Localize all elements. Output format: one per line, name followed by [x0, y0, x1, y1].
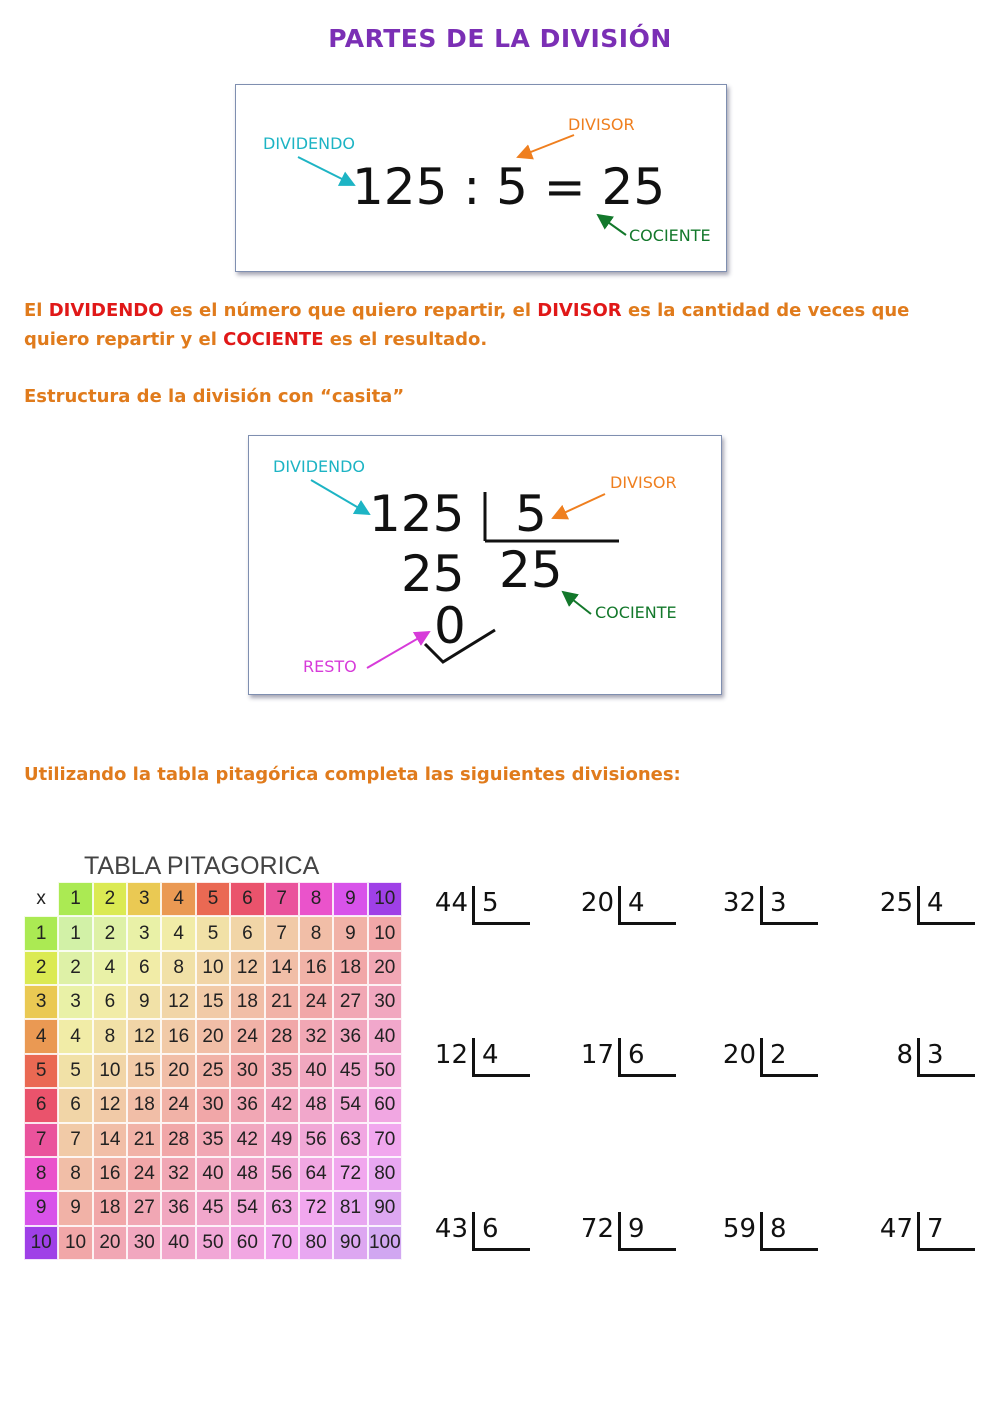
paragraph-divisor: DIVISOR: [537, 300, 622, 321]
table-cell: 70: [368, 1123, 402, 1157]
exercise-dividend: 12: [434, 1040, 468, 1070]
dividend-arrow: [298, 157, 354, 185]
table-cell: 21: [127, 1123, 161, 1157]
table-header-row: 7: [24, 1123, 58, 1157]
table-cell: 54: [333, 1088, 367, 1122]
dividend-label: DIVIDENDO: [263, 134, 356, 153]
house-horizontal-line: [917, 1248, 975, 1251]
dividend-number: 125: [369, 485, 465, 543]
table-cell: 35: [265, 1054, 299, 1088]
paragraph-text: es el resultado.: [323, 329, 488, 350]
house-horizontal-line: [618, 922, 676, 925]
house-horizontal-line: [472, 1074, 530, 1077]
house-lines-graphic: [249, 436, 721, 694]
table-cell: 12: [230, 951, 264, 985]
table-cell: 10: [368, 916, 402, 950]
table-cell: 48: [230, 1157, 264, 1191]
exercise-dividend: 8: [896, 1040, 913, 1070]
table-cell: 80: [299, 1226, 333, 1260]
house-horizontal-line: [760, 1074, 818, 1077]
table-cell: 5: [196, 916, 230, 950]
house-horizontal-line: [760, 1248, 818, 1251]
table-cell: 16: [93, 1157, 127, 1191]
table-cell: 45: [196, 1191, 230, 1225]
remainder-check-mark: [425, 630, 495, 662]
house-vertical-line: [618, 886, 621, 924]
divisor-arrow: [518, 135, 574, 157]
table-cell: 49: [265, 1123, 299, 1157]
house-vertical-line: [472, 1212, 475, 1250]
table-cell: 32: [161, 1157, 195, 1191]
table-header-row: 1: [24, 916, 58, 950]
table-cell: 8: [58, 1157, 92, 1191]
table-cell: 7: [265, 916, 299, 950]
table-cell: 2: [93, 916, 127, 950]
table-cell: 21: [265, 985, 299, 1019]
table-cell: 28: [161, 1123, 195, 1157]
table-cell: 18: [333, 951, 367, 985]
table-cell: 90: [368, 1191, 402, 1225]
table-cell: 10: [196, 951, 230, 985]
quotient-arrow: [598, 215, 626, 235]
table-header-row: 2: [24, 951, 58, 985]
house-vertical-line: [618, 1038, 621, 1076]
table-cell: 40: [161, 1226, 195, 1260]
page-title: PARTES DE LA DIVISIÓN: [328, 24, 672, 53]
house-vertical-line: [472, 1038, 475, 1076]
table-title: TABLA PITAGORICA: [84, 852, 320, 880]
table-header-row: 10: [24, 1226, 58, 1260]
table-header-col: 7: [265, 882, 299, 916]
paragraph-text: El: [24, 300, 49, 321]
table-cell: 35: [196, 1123, 230, 1157]
table-cell: 9: [58, 1191, 92, 1225]
dividend-label: DIVIDENDO: [273, 457, 366, 476]
partial-number: 25: [401, 545, 465, 603]
table-cell: 90: [333, 1226, 367, 1260]
exercise-divisor: 4: [628, 888, 645, 918]
table-cell: 3: [127, 916, 161, 950]
table-cell: 10: [93, 1054, 127, 1088]
table-cell: 8: [93, 1019, 127, 1053]
table-cell: 14: [265, 951, 299, 985]
table-header-row: 3: [24, 985, 58, 1019]
table-cell: 7: [58, 1123, 92, 1157]
table-header-col: 2: [93, 882, 127, 916]
table-cell: 30: [196, 1088, 230, 1122]
table-cell: 20: [368, 951, 402, 985]
exercise-dividend: 25: [879, 888, 913, 918]
table-header-col: 9: [333, 882, 367, 916]
table-cell: 9: [127, 985, 161, 1019]
table-cell: 6: [93, 985, 127, 1019]
table-cell: 18: [93, 1191, 127, 1225]
table-cell: 24: [127, 1157, 161, 1191]
table-cell: 20: [161, 1054, 195, 1088]
table-cell: 12: [127, 1019, 161, 1053]
house-horizontal-line: [472, 922, 530, 925]
table-cell: 20: [196, 1019, 230, 1053]
table-cell: 64: [299, 1157, 333, 1191]
exercise-dividend: 44: [434, 888, 468, 918]
table-header-row: 8: [24, 1157, 58, 1191]
exercise-dividend: 20: [722, 1040, 756, 1070]
table-cell: 24: [230, 1019, 264, 1053]
multiplication-table: [24, 882, 402, 1260]
table-cell: 36: [333, 1019, 367, 1053]
exercise-divisor: 5: [482, 888, 499, 918]
table-cell: 27: [333, 985, 367, 1019]
table-cell: 45: [333, 1054, 367, 1088]
table-cell: 100: [368, 1226, 402, 1260]
table-header-col: 8: [299, 882, 333, 916]
table-cell: 42: [265, 1088, 299, 1122]
house-horizontal-line: [618, 1248, 676, 1251]
table-cell: 30: [368, 985, 402, 1019]
table-cell: 8: [161, 951, 195, 985]
definition-paragraph: [24, 296, 974, 354]
section-subtitle: Estructura de la división con “casita”: [24, 386, 405, 407]
house-horizontal-line: [760, 922, 818, 925]
table-header-row: 4: [24, 1019, 58, 1053]
table-cell: 6: [230, 916, 264, 950]
table-cell: 80: [368, 1157, 402, 1191]
house-vertical-line: [618, 1212, 621, 1250]
table-cell: 50: [196, 1226, 230, 1260]
exercise-dividend: 20: [580, 888, 614, 918]
house-vertical-line: [917, 1212, 920, 1250]
exercise-dividend: 32: [722, 888, 756, 918]
table-cell: 3: [58, 985, 92, 1019]
table-cell: 24: [161, 1088, 195, 1122]
table-cell: 63: [265, 1191, 299, 1225]
table-cell: 42: [230, 1123, 264, 1157]
table-cell: 60: [230, 1226, 264, 1260]
table-cell: 6: [58, 1088, 92, 1122]
table-cell: 16: [161, 1019, 195, 1053]
exercise-divisor: 6: [628, 1040, 645, 1070]
table-cell: 4: [58, 1019, 92, 1053]
table-header-col: 4: [161, 882, 195, 916]
table-cell: 6: [127, 951, 161, 985]
exercise-instruction: Utilizando la tabla pitagórica completa las siguientes divisiones:: [24, 764, 681, 785]
table-cell: 4: [161, 916, 195, 950]
house-horizontal-line: [472, 1248, 530, 1251]
table-header-col: 1: [58, 882, 92, 916]
house-vertical-line: [760, 1038, 763, 1076]
exercise-divisor: 4: [482, 1040, 499, 1070]
exercise-divisor: 9: [628, 1214, 645, 1244]
table-cell: 18: [230, 985, 264, 1019]
remainder-arrow: [367, 632, 429, 668]
house-horizontal-line: [618, 1074, 676, 1077]
table-cell: 81: [333, 1191, 367, 1225]
quotient-number: 25: [499, 541, 563, 599]
table-cell: 2: [58, 951, 92, 985]
table-cell: 50: [368, 1054, 402, 1088]
exercise-divisor: 6: [482, 1214, 499, 1244]
house-horizontal-line: [917, 1074, 975, 1077]
table-cell: 36: [161, 1191, 195, 1225]
remainder-label: RESTO: [303, 657, 357, 676]
table-cell: 8: [299, 916, 333, 950]
table-cell: 16: [299, 951, 333, 985]
arrows-graphic: [236, 85, 726, 271]
table-cell: 12: [161, 985, 195, 1019]
table-cell: 9: [333, 916, 367, 950]
house-vertical-line: [760, 1212, 763, 1250]
paragraph-dividend: DIVIDENDO: [48, 300, 164, 321]
dividend-arrow: [311, 480, 369, 514]
quotient-label: COCIENTE: [595, 603, 677, 622]
exercise-dividend: 47: [879, 1214, 913, 1244]
table-cell: 40: [196, 1157, 230, 1191]
table-header-col: 10: [368, 882, 402, 916]
exercise-dividend: 72: [580, 1214, 614, 1244]
table-cell: 54: [230, 1191, 264, 1225]
table-cell: 12: [93, 1088, 127, 1122]
table-cell: 1: [58, 916, 92, 950]
exercise-dividend: 59: [722, 1214, 756, 1244]
table-header-col: 6: [230, 882, 264, 916]
house-vertical-line: [917, 1038, 920, 1076]
exercise-divisor: 3: [927, 1040, 944, 1070]
table-corner: x: [24, 882, 58, 916]
quotient-arrow: [563, 592, 591, 614]
paragraph-text: es la cantidad de veces que quiero repartir y el: [24, 300, 910, 350]
table-cell: 14: [93, 1123, 127, 1157]
table-cell: 10: [58, 1226, 92, 1260]
table-cell: 25: [196, 1054, 230, 1088]
table-cell: 72: [333, 1157, 367, 1191]
quotient-label: COCIENTE: [629, 226, 711, 245]
table-cell: 56: [299, 1123, 333, 1157]
house-vertical-line: [472, 886, 475, 924]
house-vertical-line: [760, 886, 763, 924]
table-cell: 30: [230, 1054, 264, 1088]
house-horizontal-line: [917, 922, 975, 925]
table-cell: 60: [368, 1088, 402, 1122]
divisor-label: DIVISOR: [568, 115, 635, 134]
table-cell: 36: [230, 1088, 264, 1122]
table-cell: 18: [127, 1088, 161, 1122]
table-header-row: 5: [24, 1054, 58, 1088]
divisor-arrow: [553, 494, 605, 518]
exercise-divisor: 2: [770, 1040, 787, 1070]
divisor-number: 5: [515, 485, 547, 543]
table-header-col: 5: [196, 882, 230, 916]
remainder-number: 0: [434, 597, 466, 655]
exercise-divisor: 7: [927, 1214, 944, 1244]
table-cell: 63: [333, 1123, 367, 1157]
table-cell: 40: [368, 1019, 402, 1053]
house-vertical-line: [917, 886, 920, 924]
table-cell: 20: [93, 1226, 127, 1260]
table-header-row: 9: [24, 1191, 58, 1225]
table-cell: 15: [196, 985, 230, 1019]
table-cell: 27: [127, 1191, 161, 1225]
table-header-col: 3: [127, 882, 161, 916]
table-cell: 24: [299, 985, 333, 1019]
division-parts-box: [235, 84, 727, 272]
divisor-label: DIVISOR: [610, 473, 677, 492]
table-cell: 40: [299, 1054, 333, 1088]
division-equation: 125 : 5 = 25: [352, 158, 666, 216]
table-cell: 32: [299, 1019, 333, 1053]
table-cell: 70: [265, 1226, 299, 1260]
exercise-divisor: 3: [770, 888, 787, 918]
table-cell: 15: [127, 1054, 161, 1088]
exercise-divisor: 4: [927, 888, 944, 918]
exercise-divisor: 8: [770, 1214, 787, 1244]
table-cell: 30: [127, 1226, 161, 1260]
table-cell: 56: [265, 1157, 299, 1191]
table-cell: 5: [58, 1054, 92, 1088]
table-header-row: 6: [24, 1088, 58, 1122]
table-cell: 72: [299, 1191, 333, 1225]
house-division-box: [248, 435, 722, 695]
table-cell: 28: [265, 1019, 299, 1053]
table-cell: 4: [93, 951, 127, 985]
paragraph-quotient: COCIENTE: [223, 329, 324, 350]
exercise-dividend: 17: [580, 1040, 614, 1070]
table-cell: 48: [299, 1088, 333, 1122]
exercise-dividend: 43: [434, 1214, 468, 1244]
paragraph-text: es el número que quiero repartir, el: [163, 300, 538, 321]
